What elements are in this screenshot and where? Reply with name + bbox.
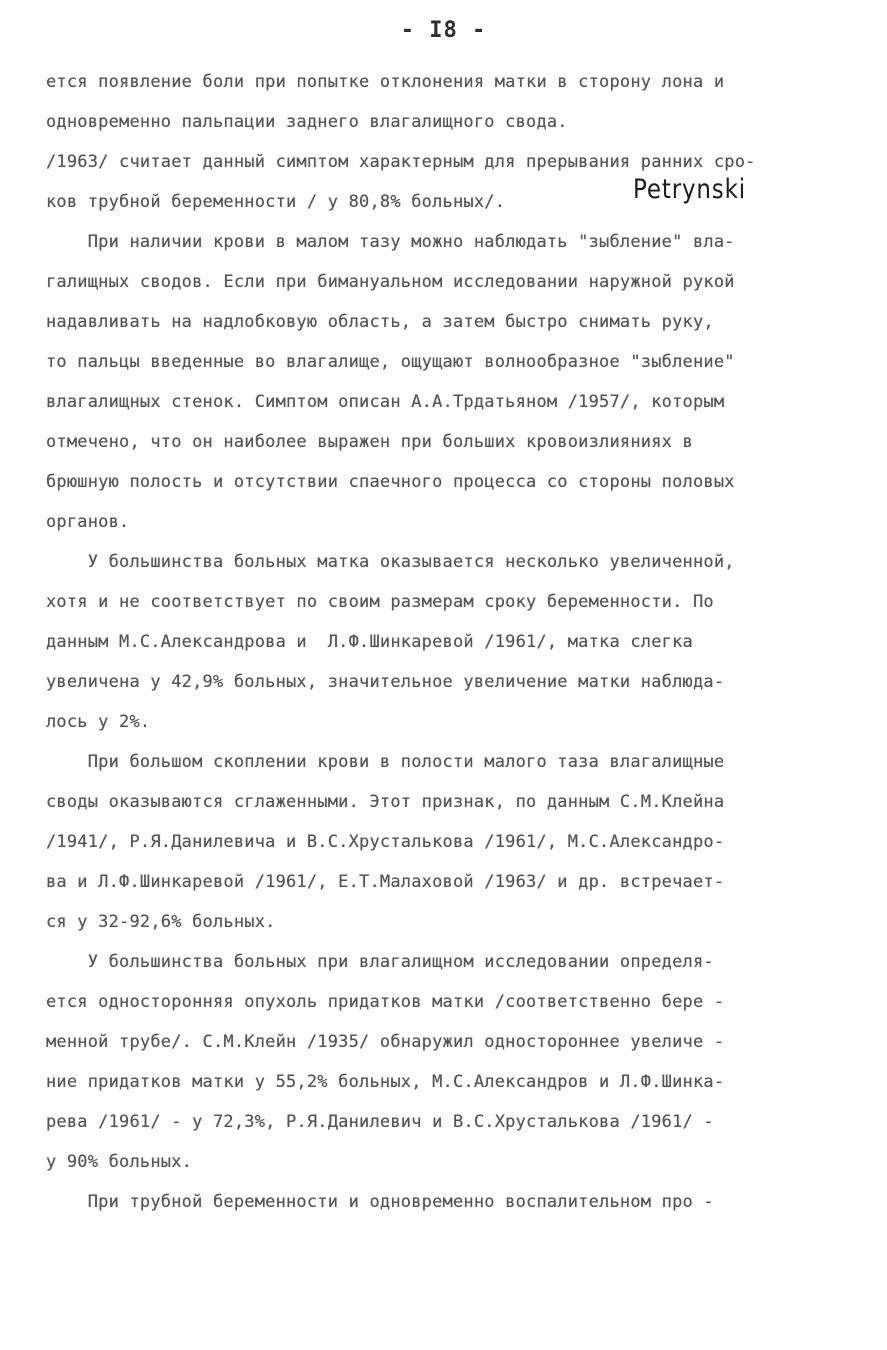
text-line: При трубной беременности и одновременно воспалительном про - bbox=[46, 1192, 714, 1212]
text-line: ется появление боли при попытке отклонения матки в сторону лона и bbox=[46, 72, 725, 92]
page-number: - I8 - bbox=[400, 18, 487, 43]
text-line: ется односторонняя опухоль придатков матки /соответственно бере - bbox=[46, 992, 725, 1012]
text-line: увеличена у 42,9% больных, значительное увеличение матки наблюда- bbox=[46, 672, 725, 692]
text-line: При наличии крови в малом тазу можно наблюдать "зыбление" вла- bbox=[46, 232, 735, 252]
text-line: рева /1961/ - у 72,3%, Р.Я.Данилевич и В.С.Хрусталькова /1961/ - bbox=[46, 1112, 714, 1132]
text-line: ние придатков матки у 55,2% больных, М.С.Александров и Л.Ф.Шинка- bbox=[46, 1072, 725, 1092]
text-line: своды оказываются сглаженными. Этот признак, по данным С.М.Клейна bbox=[46, 792, 725, 812]
handwritten-note: Petrynski bbox=[633, 174, 746, 205]
text-line: то пальцы введенные во влагалище, ощущают волнообразное "зыбление" bbox=[46, 352, 735, 372]
text-line: лось у 2%. bbox=[46, 712, 151, 732]
text-line: галищных сводов. Если при бимануальном исследовании наружной рукой bbox=[46, 272, 735, 292]
text-line: ков трубной беременности / у 80,8% больных/. bbox=[46, 192, 506, 212]
text-line: /1941/, Р.Я.Данилевича и В.С.Хрусталькова /1961/, М.С.Александро- bbox=[46, 832, 725, 852]
text-line: брюшную полость и отсутствии спаечного процесса со стороны половых bbox=[46, 472, 735, 492]
text-line: данным М.С.Александрова и Л.Ф.Шинкаревой /1961/, матка слегка bbox=[46, 632, 693, 652]
text-line: хотя и не соответствует по своим размерам сроку беременности. По bbox=[46, 592, 714, 612]
text-line: У большинства больных при влагалищном исследовании определя- bbox=[46, 952, 714, 972]
text-line: надавливать на надлобковую область, а затем быстро снимать руку, bbox=[46, 312, 714, 332]
text-line: влагалищных стенок. Симптом описан А.А.Трдатьяном /1957/, которым bbox=[46, 392, 725, 412]
text-line: ва и Л.Ф.Шинкаревой /1961/, Е.Т.Малаховой /1963/ и др. встречает- bbox=[46, 872, 725, 892]
text-line: у 90% больных. bbox=[46, 1152, 193, 1172]
text-line: ся у 32-92,6% больных. bbox=[46, 912, 276, 932]
text-line: При большом скоплении крови в полости малого таза влагалищные bbox=[46, 752, 725, 772]
text-line: одновременно пальпации заднего влагалищного свода. bbox=[46, 112, 568, 132]
text-line: менной трубе/. С.М.Клейн /1935/ обнаружил одностороннее увеличе - bbox=[46, 1032, 725, 1052]
text-line: отмечено, что он наиболее выражен при больших кровоизлияниях в bbox=[46, 432, 693, 452]
text-line: органов. bbox=[46, 512, 130, 532]
text-line: /1963/ считает данный симптом характерным для прерывания ранних сро- bbox=[46, 152, 756, 172]
text-line: У большинства больных матка оказывается несколько увеличенной, bbox=[46, 552, 735, 572]
